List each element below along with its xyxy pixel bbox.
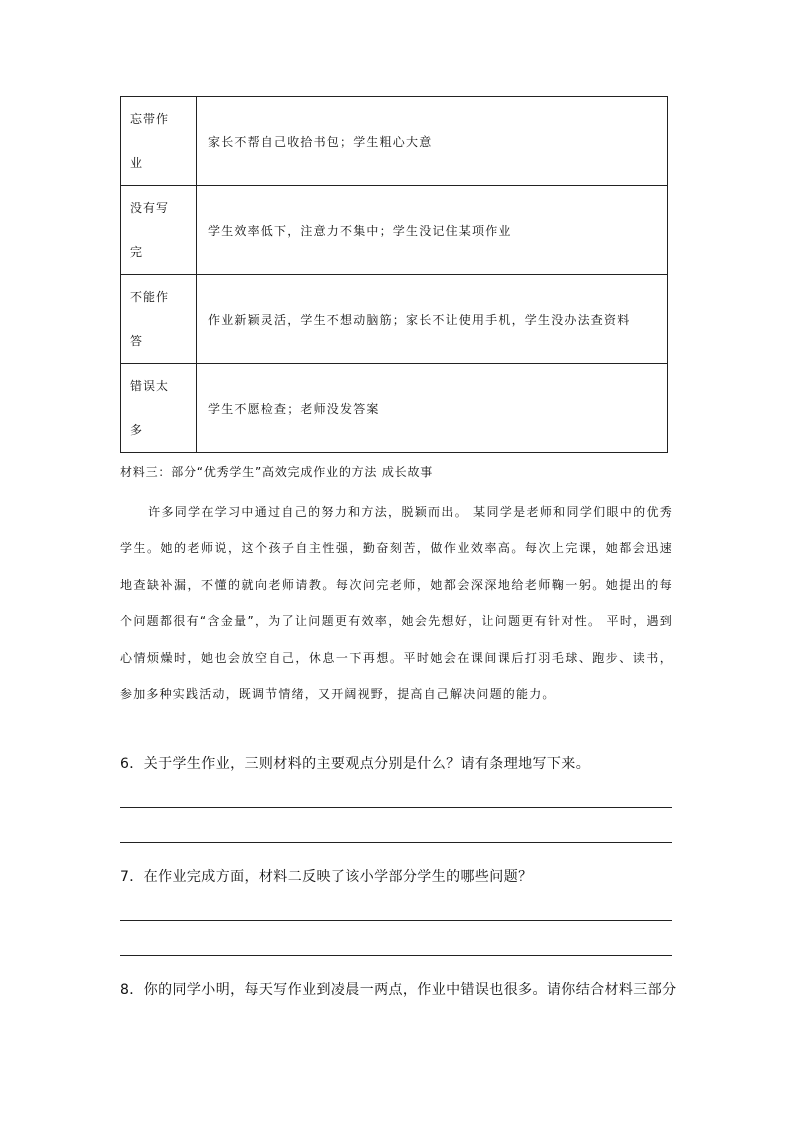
issue-line: 多: [130, 423, 144, 437]
issue-cell: [121, 186, 197, 275]
issue-line: 业: [130, 156, 144, 170]
issue-line: 答: [130, 334, 144, 348]
reason-cell: 学生不愿检查；老师没发答案: [197, 364, 668, 453]
table-row: [121, 186, 668, 275]
paragraph-text: 许多同学在学习中通过自己的努力和方法，脱颖而出。 某同学是老师和同学们眼中的优秀学生。她的老师说，这个孩子自主性强，勤奋刻苦，做作业效率高。每次上完课，她都会迅速地查缺补漏，不懂的就向老师请教。每次问完老师，她都会深深地给老师鞠一躬。她提出的每个问题都很有“含金量”，为了让问题更有效率，她会先想好，让问题更有针对性。 平时，遇到心情烦燥时，她也会放空自己，休息一下再想。平时她会在课间课后打羽毛球、跑步、读书，参加多种实践活动，既调节情绪，又开阔视野，提高自己解决问题的能力。: [120, 505, 673, 702]
reason-cell: 家长不帮自己收拾书包；学生粗心大意: [197, 97, 668, 186]
issue-line: 没有写: [130, 201, 170, 215]
issue-line: 错误太: [130, 379, 170, 393]
material-three-paragraph: [120, 494, 673, 712]
homework-problems-table: [120, 96, 668, 453]
answer-line[interactable]: [120, 807, 672, 808]
material-three-title: 材料三：部分“优秀学生”高效完成作业的方法 成长故事: [120, 465, 434, 479]
issue-cell: [121, 97, 197, 186]
issue-line: 不能作: [130, 290, 170, 304]
table-row: [121, 364, 668, 453]
question-8: 8．你的同学小明，每天写作业到凌晨一两点，作业中错误也很多。请你结合材料三部分: [120, 982, 677, 998]
question-6: 6．关于学生作业，三则材料的主要观点分别是什么？请有条理地写下来。: [120, 756, 591, 772]
issue-line: 忘带作: [130, 112, 170, 126]
issue-cell: [121, 275, 197, 364]
table-row: [121, 275, 668, 364]
question-7: 7．在作业完成方面，材料二反映了该小学部分学生的哪些问题？: [120, 869, 533, 885]
table-row: [121, 97, 668, 186]
answer-line[interactable]: [120, 920, 672, 921]
answer-line[interactable]: [120, 842, 672, 843]
answer-line[interactable]: [120, 955, 672, 956]
reason-cell: 作业新颖灵活，学生不想动脑筋；家长不让使用手机，学生没办法查资料: [197, 275, 668, 364]
reason-cell: 学生效率低下，注意力不集中；学生没记住某项作业: [197, 186, 668, 275]
issue-cell: [121, 364, 197, 453]
issue-line: 完: [130, 245, 144, 259]
